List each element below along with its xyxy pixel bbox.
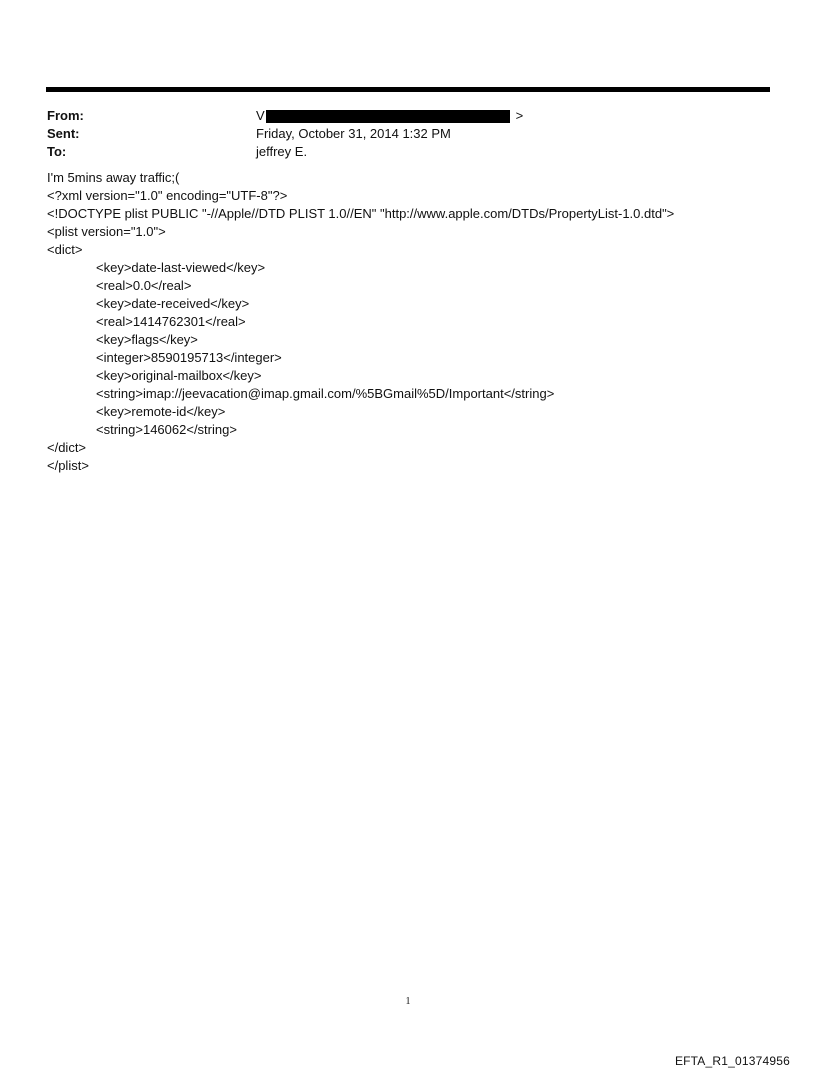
from-value [256,107,523,125]
plist-entry-line: <string>146062</string> [96,422,237,437]
plist-entry-line: <key>date-last-viewed</key> [96,260,266,275]
from-prefix: V [256,108,265,123]
email-body [47,169,787,475]
sent-row [47,125,767,143]
dict-close-line: </dict> [47,440,87,455]
plist-entry-line: <key>date-received</key> [96,296,250,311]
to-value: jeffrey E. [256,144,308,159]
doctype-line: <!DOCTYPE plist PUBLIC "-//Apple//DTD PLIST 1.0//EN" "http://www.apple.com/DTDs/PropertyList-1.0.dtd"> [47,206,675,221]
email-header [47,107,767,161]
sent-value: Friday, October 31, 2014 1:32 PM [256,126,451,141]
plist-entry-line: <key>flags</key> [96,332,198,347]
to-row [47,143,767,161]
message-line: I'm 5mins away traffic;( [47,170,180,185]
to-label: To: [47,144,67,159]
sent-label: Sent: [47,126,80,141]
from-suffix: > [515,108,524,123]
plist-entry-line: <integer>8590195713</integer> [96,350,282,365]
plist-open-line: <plist version="1.0"> [47,224,166,239]
from-row [47,107,767,125]
page-number: 1 [405,996,411,1007]
xml-declaration-line: <?xml version="1.0" encoding="UTF-8"?> [47,188,288,203]
redaction-block [266,110,510,123]
header-rule [46,87,770,92]
document-id: EFTA_R1_01374956 [674,1054,790,1068]
plist-entry-line: <real>1414762301</real> [96,314,246,329]
from-label: From: [47,108,84,123]
plist-entry-line: <string>imap://jeevacation@imap.gmail.com/%5BGmail%5D/Important</string> [96,386,555,401]
plist-entry-line: <key>remote-id</key> [96,404,226,419]
plist-entry-line: <key>original-mailbox</key> [96,368,262,383]
plist-close-line: </plist> [47,458,89,473]
plist-entry-line: <real>0.0</real> [96,278,192,293]
dict-open-line: <dict> [47,242,83,257]
